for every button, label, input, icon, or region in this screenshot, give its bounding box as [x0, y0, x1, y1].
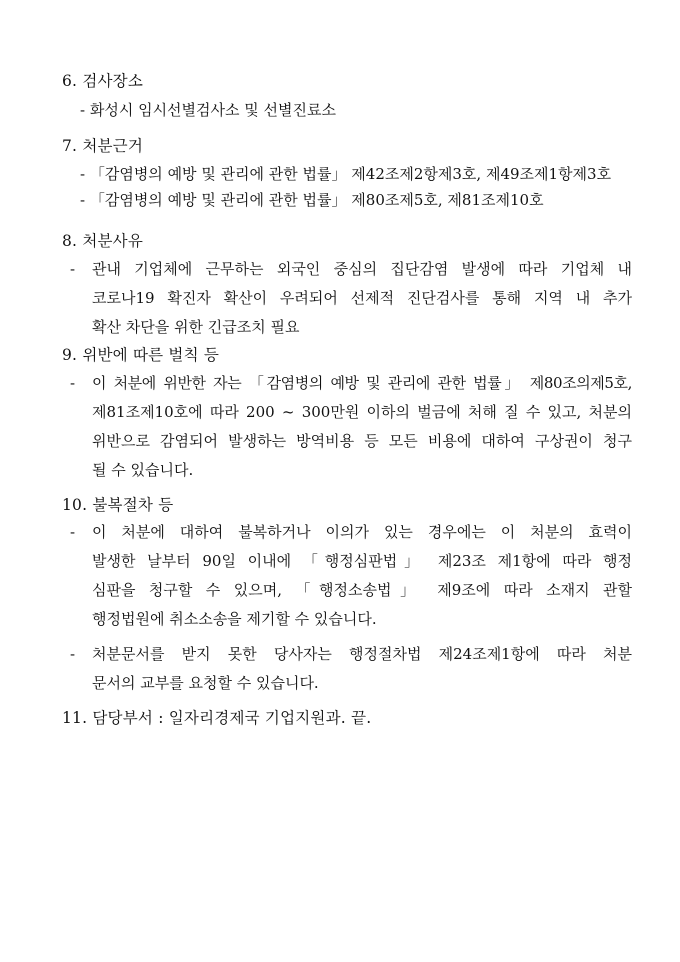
section-9-dash: -	[70, 374, 76, 392]
section-8-line-1: 관내 기업체에 근무하는 외국인 중심의 집단감염 발생에 따라 기업체 내	[92, 260, 632, 278]
section-7-item-2: - 「감염병의 예방 및 관리에 관한 법률」 제80조제5호, 제81조제10호	[80, 191, 544, 209]
section-10-heading: 10. 불복절차 등	[62, 496, 174, 514]
section-9-line-4: 될 수 있습니다.	[92, 461, 194, 479]
section-10-para1-line-4: 행정법원에 취소소송을 제기할 수 있습니다.	[92, 610, 377, 628]
section-8-dash: -	[70, 260, 76, 278]
section-10-dash-2: -	[70, 645, 76, 663]
section-10-para2-line-1: 처분문서를 받지 못한 당사자는 행정절차법 제24조제1항에 따라 처분	[92, 645, 632, 663]
section-9-heading: 9. 위반에 따른 벌칙 등	[62, 346, 220, 364]
section-6-heading: 6. 검사장소	[62, 72, 144, 90]
section-10-para1-line-3: 심판을 청구할 수 있으며, 「행정소송법」 제9조에 따라 소재지 관할	[92, 581, 632, 599]
section-10-para2-line-2: 문서의 교부를 요청할 수 있습니다.	[92, 674, 319, 692]
section-9-line-1: 이 처분에 위반한 자는 「감염병의 예방 및 관리에 관한 법률」 제80조의제5호,	[92, 374, 632, 392]
section-10-dash-1: -	[70, 523, 76, 541]
section-8-line-3: 확산 차단을 위한 긴급조치 필요	[92, 318, 300, 336]
section-9-line-2: 제81조제10호에 따라 200 ~ 300만원 이하의 벌금에 처해 질 수 있고, 처분의	[92, 403, 632, 421]
section-7-item-1: - 「감염병의 예방 및 관리에 관한 법률」 제42조제2항제3호, 제49조제1항제3호	[80, 165, 612, 183]
section-6-item: - 화성시 임시선별검사소 및 선별진료소	[80, 101, 336, 119]
section-7-heading: 7. 처분근거	[62, 137, 144, 155]
section-10-para1-line-2: 발생한 날부터 90일 이내에 「행정심판법」 제23조 제1항에 따라 행정	[92, 552, 632, 570]
section-9-line-3: 위반으로 감염되어 발생하는 방역비용 등 모든 비용에 대하여 구상권이 청구	[92, 432, 632, 450]
section-8-line-2: 코로나19 확진자 확산이 우려되어 선제적 진단검사를 통해 지역 내 추가	[92, 289, 632, 307]
section-10-para1-line-1: 이 처분에 대하여 불복하거나 이의가 있는 경우에는 이 처분의 효력이	[92, 523, 632, 541]
section-11-heading: 11. 담당부서 : 일자리경제국 기업지원과. 끝.	[62, 709, 372, 727]
section-8-heading: 8. 처분사유	[62, 232, 144, 250]
